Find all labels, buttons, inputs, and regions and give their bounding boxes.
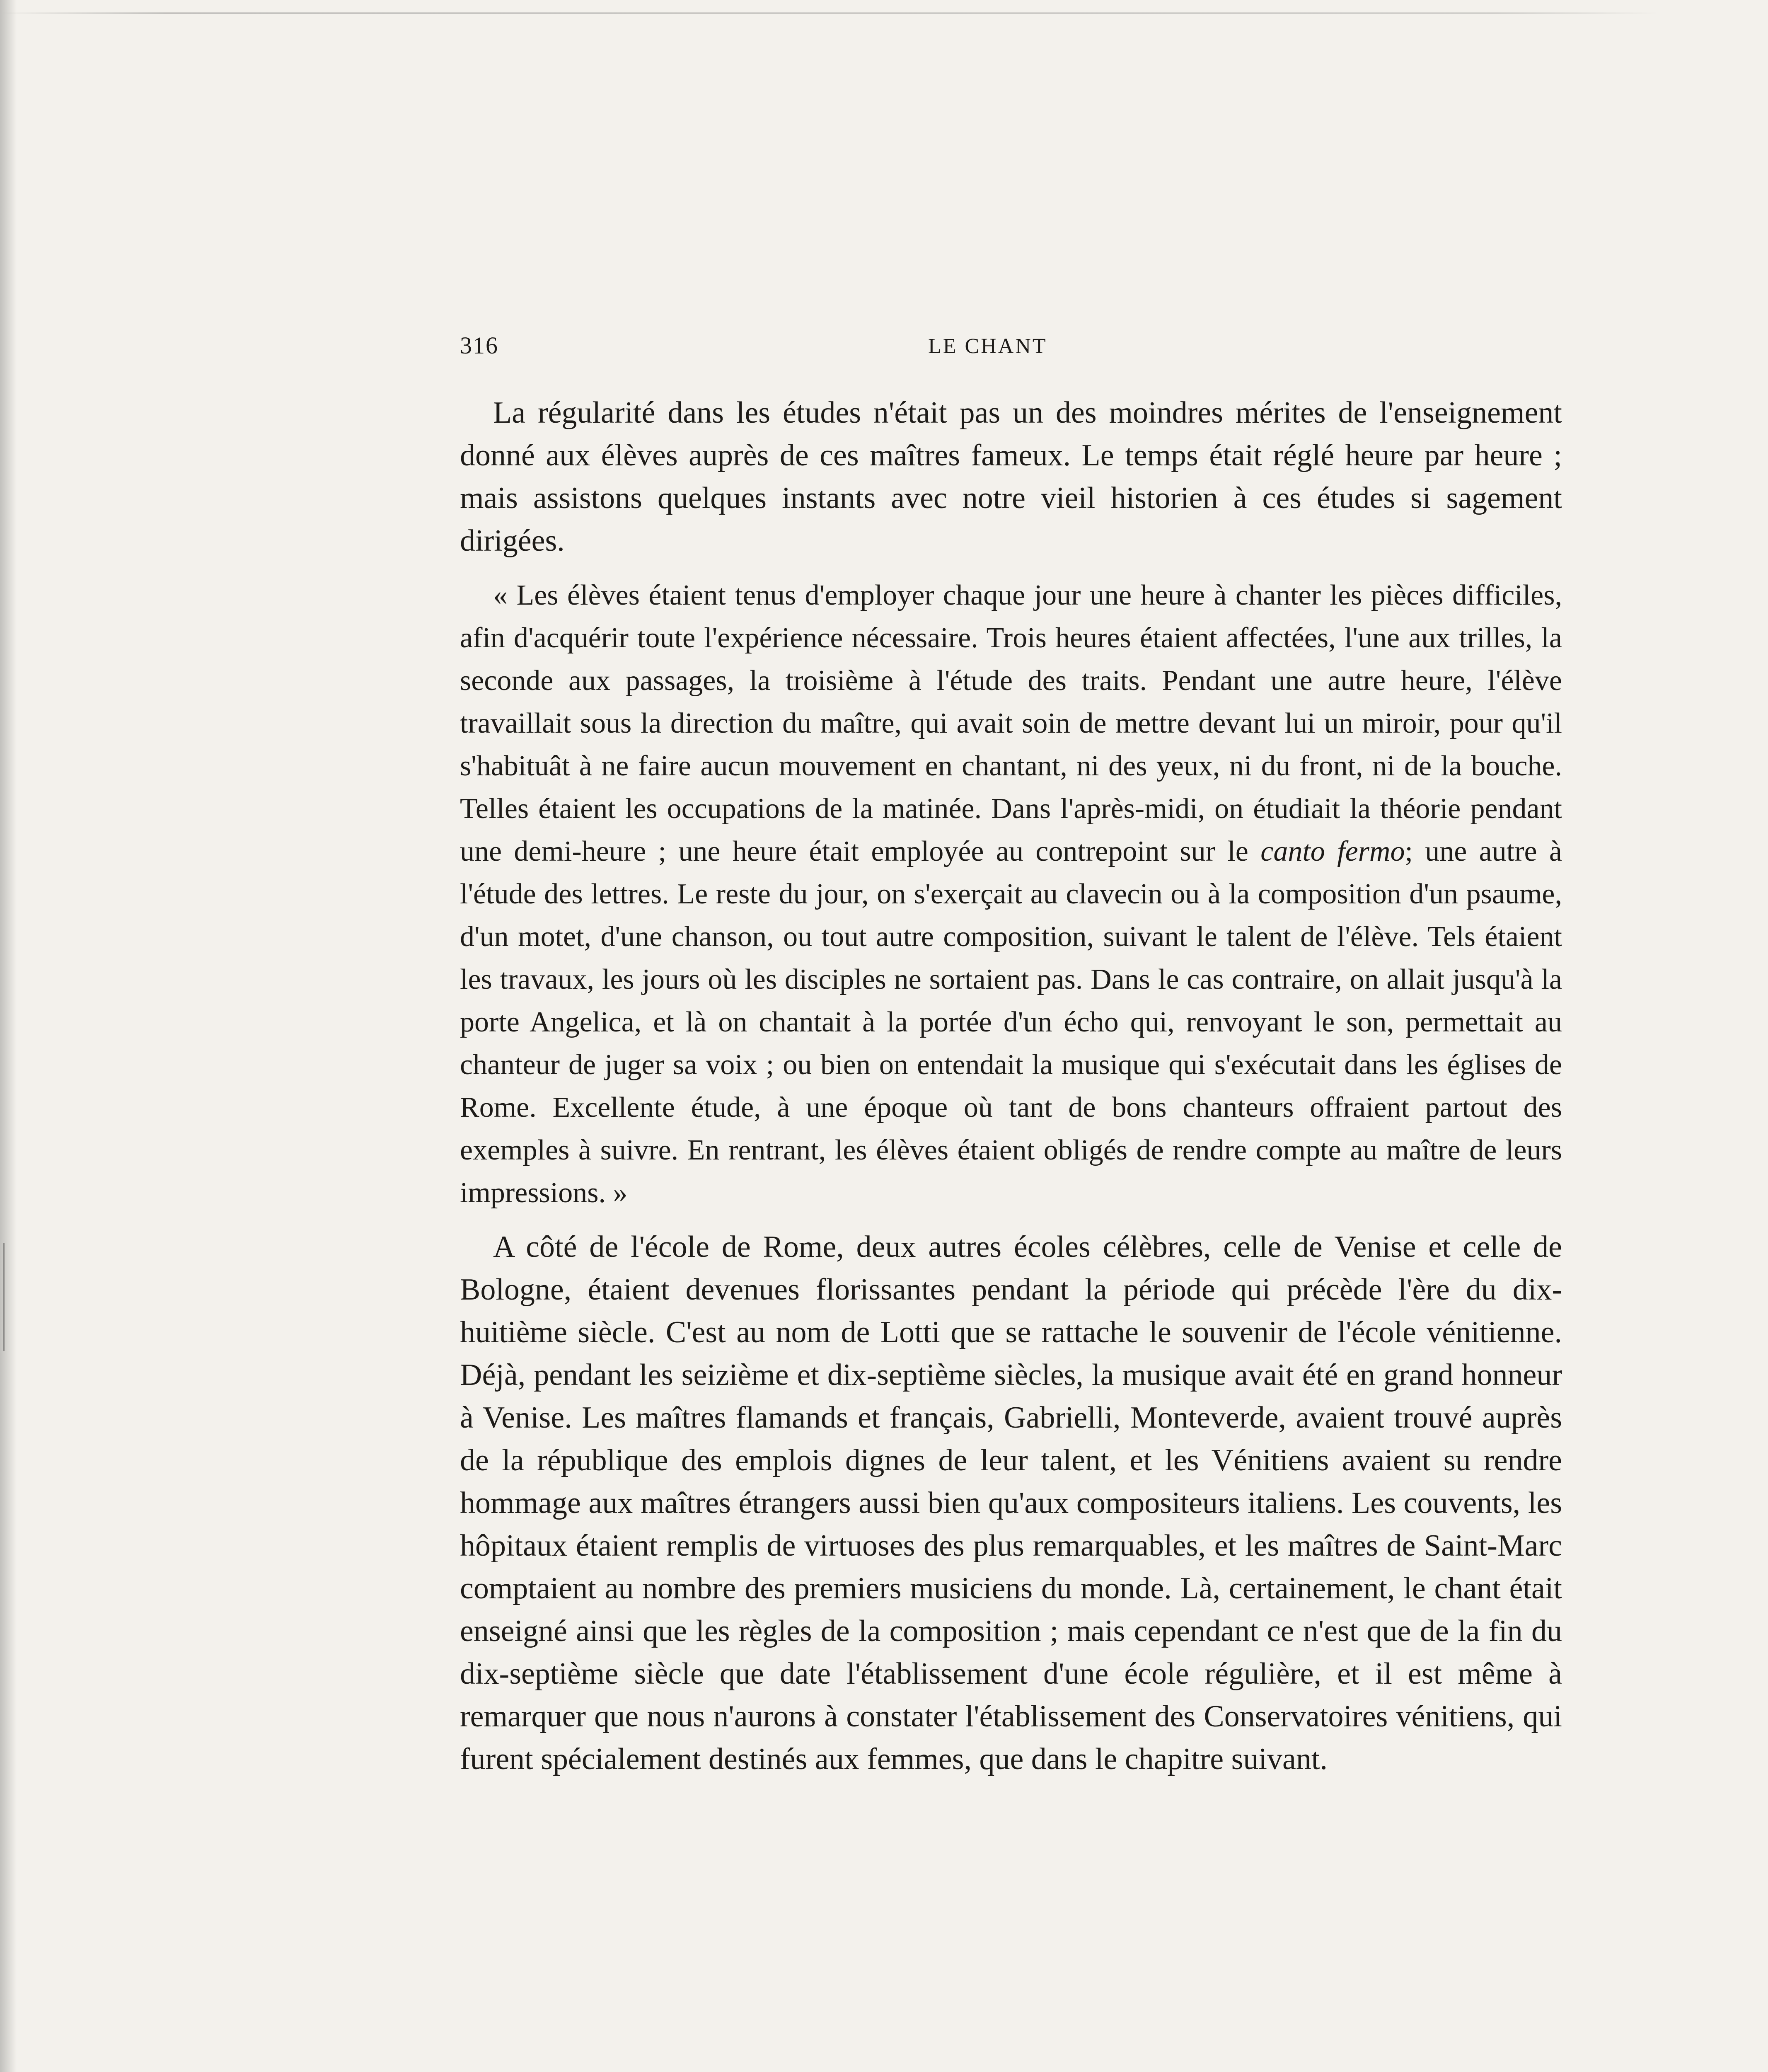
quote-text-part-1: « Les élèves étaient tenus d'employer chaque jour une heure à chanter les pièces difficiles, afin d'acquérir toute l'expérience nécessaire. Trois heures étaient affectées, l'une aux trilles, la seconde aux passages, la troisième à l'étude des traits. Pendant une autre heure, l'élève travaillait sous la direction du maître, qui avait soin de mettre devant lui un miroir, pour qu'il s'habituât à ne faire aucun mouvement en chantant, ni des yeux, ni du front, ni de la bouche. Telles étaient les occupations de la matinée. Dans l'après-midi, on étudiait la théorie pendant une demi-heure ; une heure était employée au contrepoint sur le bbox=[460, 579, 1562, 867]
scan-edge-top bbox=[0, 12, 1657, 14]
quote-italic-term: canto fermo bbox=[1260, 835, 1405, 867]
body-text bbox=[460, 392, 1562, 1781]
paragraph-2-quote bbox=[460, 574, 1562, 1214]
page-number: 316 bbox=[460, 332, 498, 359]
paragraph-1: La régularité dans les études n'était pas un des moindres mérites de l'enseignement donné aux élèves auprès de ces maîtres fameux. Le temps était réglé heure par heure ; mais assistons quelques instants avec notre vieil historien à ces études si sagement dirigées. bbox=[460, 396, 1562, 558]
running-title: LE CHANT bbox=[928, 334, 1047, 358]
scan-edge-left bbox=[0, 0, 17, 2072]
scan-mark bbox=[3, 1243, 5, 1351]
quote-text-part-2: ; une autre à l'étude des lettres. Le reste du jour, on s'exerçait au clavecin ou à la composition d'un psaume, d'un motet, d'une chanson, ou tout autre composition, suivant le talent de l'élève. Tels étaient les travaux, les jours où les disciples ne sortaient pas. Dans le cas contraire, on allait jusqu'à la porte Angelica, et là on chantait à la portée d'un écho qui, renvoyant le son, permettait au chanteur de juger sa voix ; ou bien on entendait la musique qui s'exécutait dans les églises de Rome. Excellente étude, à une époque où tant de bons chanteurs offraient partout des exemples à suivre. En rentrant, les élèves étaient obligés de rendre compte au maître de leurs impressions. » bbox=[460, 835, 1562, 1209]
paragraph-3: A côté de l'école de Rome, deux autres écoles célèbres, celle de Venise et celle de Bologne, étaient devenues florissantes pendant la période qui précède l'ère du dix-huitième siècle. C'est au nom de Lotti que se rattache le souvenir de l'école vénitienne. Déjà, pendant les seizième et dix-septième siècles, la musique avait été en grand honneur à Venise. Les maîtres flamands et français, Gabrielli, Monteverde, avaient trouvé auprès de la république des emplois dignes de leur talent, et les Vénitiens avaient su rendre hommage aux maîtres étrangers aussi bien qu'aux compositeurs italiens. Les couvents, les hôpitaux étaient remplis de virtuoses des plus remarquables, et les maîtres de Saint-Marc comptaient au nombre des premiers musiciens du monde. Là, certainement, le chant était enseigné ainsi que les règles de la composition ; mais cependant ce n'est que de la fin du dix-septième siècle que date l'établissement d'une école régulière, et il est même à remarquer que nous n'aurons à constater l'établissement des Conservatoires vénitiens, qui furent spécialement destinés aux femmes, que dans le chapitre suivant. bbox=[460, 1230, 1562, 1776]
page-header bbox=[460, 332, 1562, 369]
